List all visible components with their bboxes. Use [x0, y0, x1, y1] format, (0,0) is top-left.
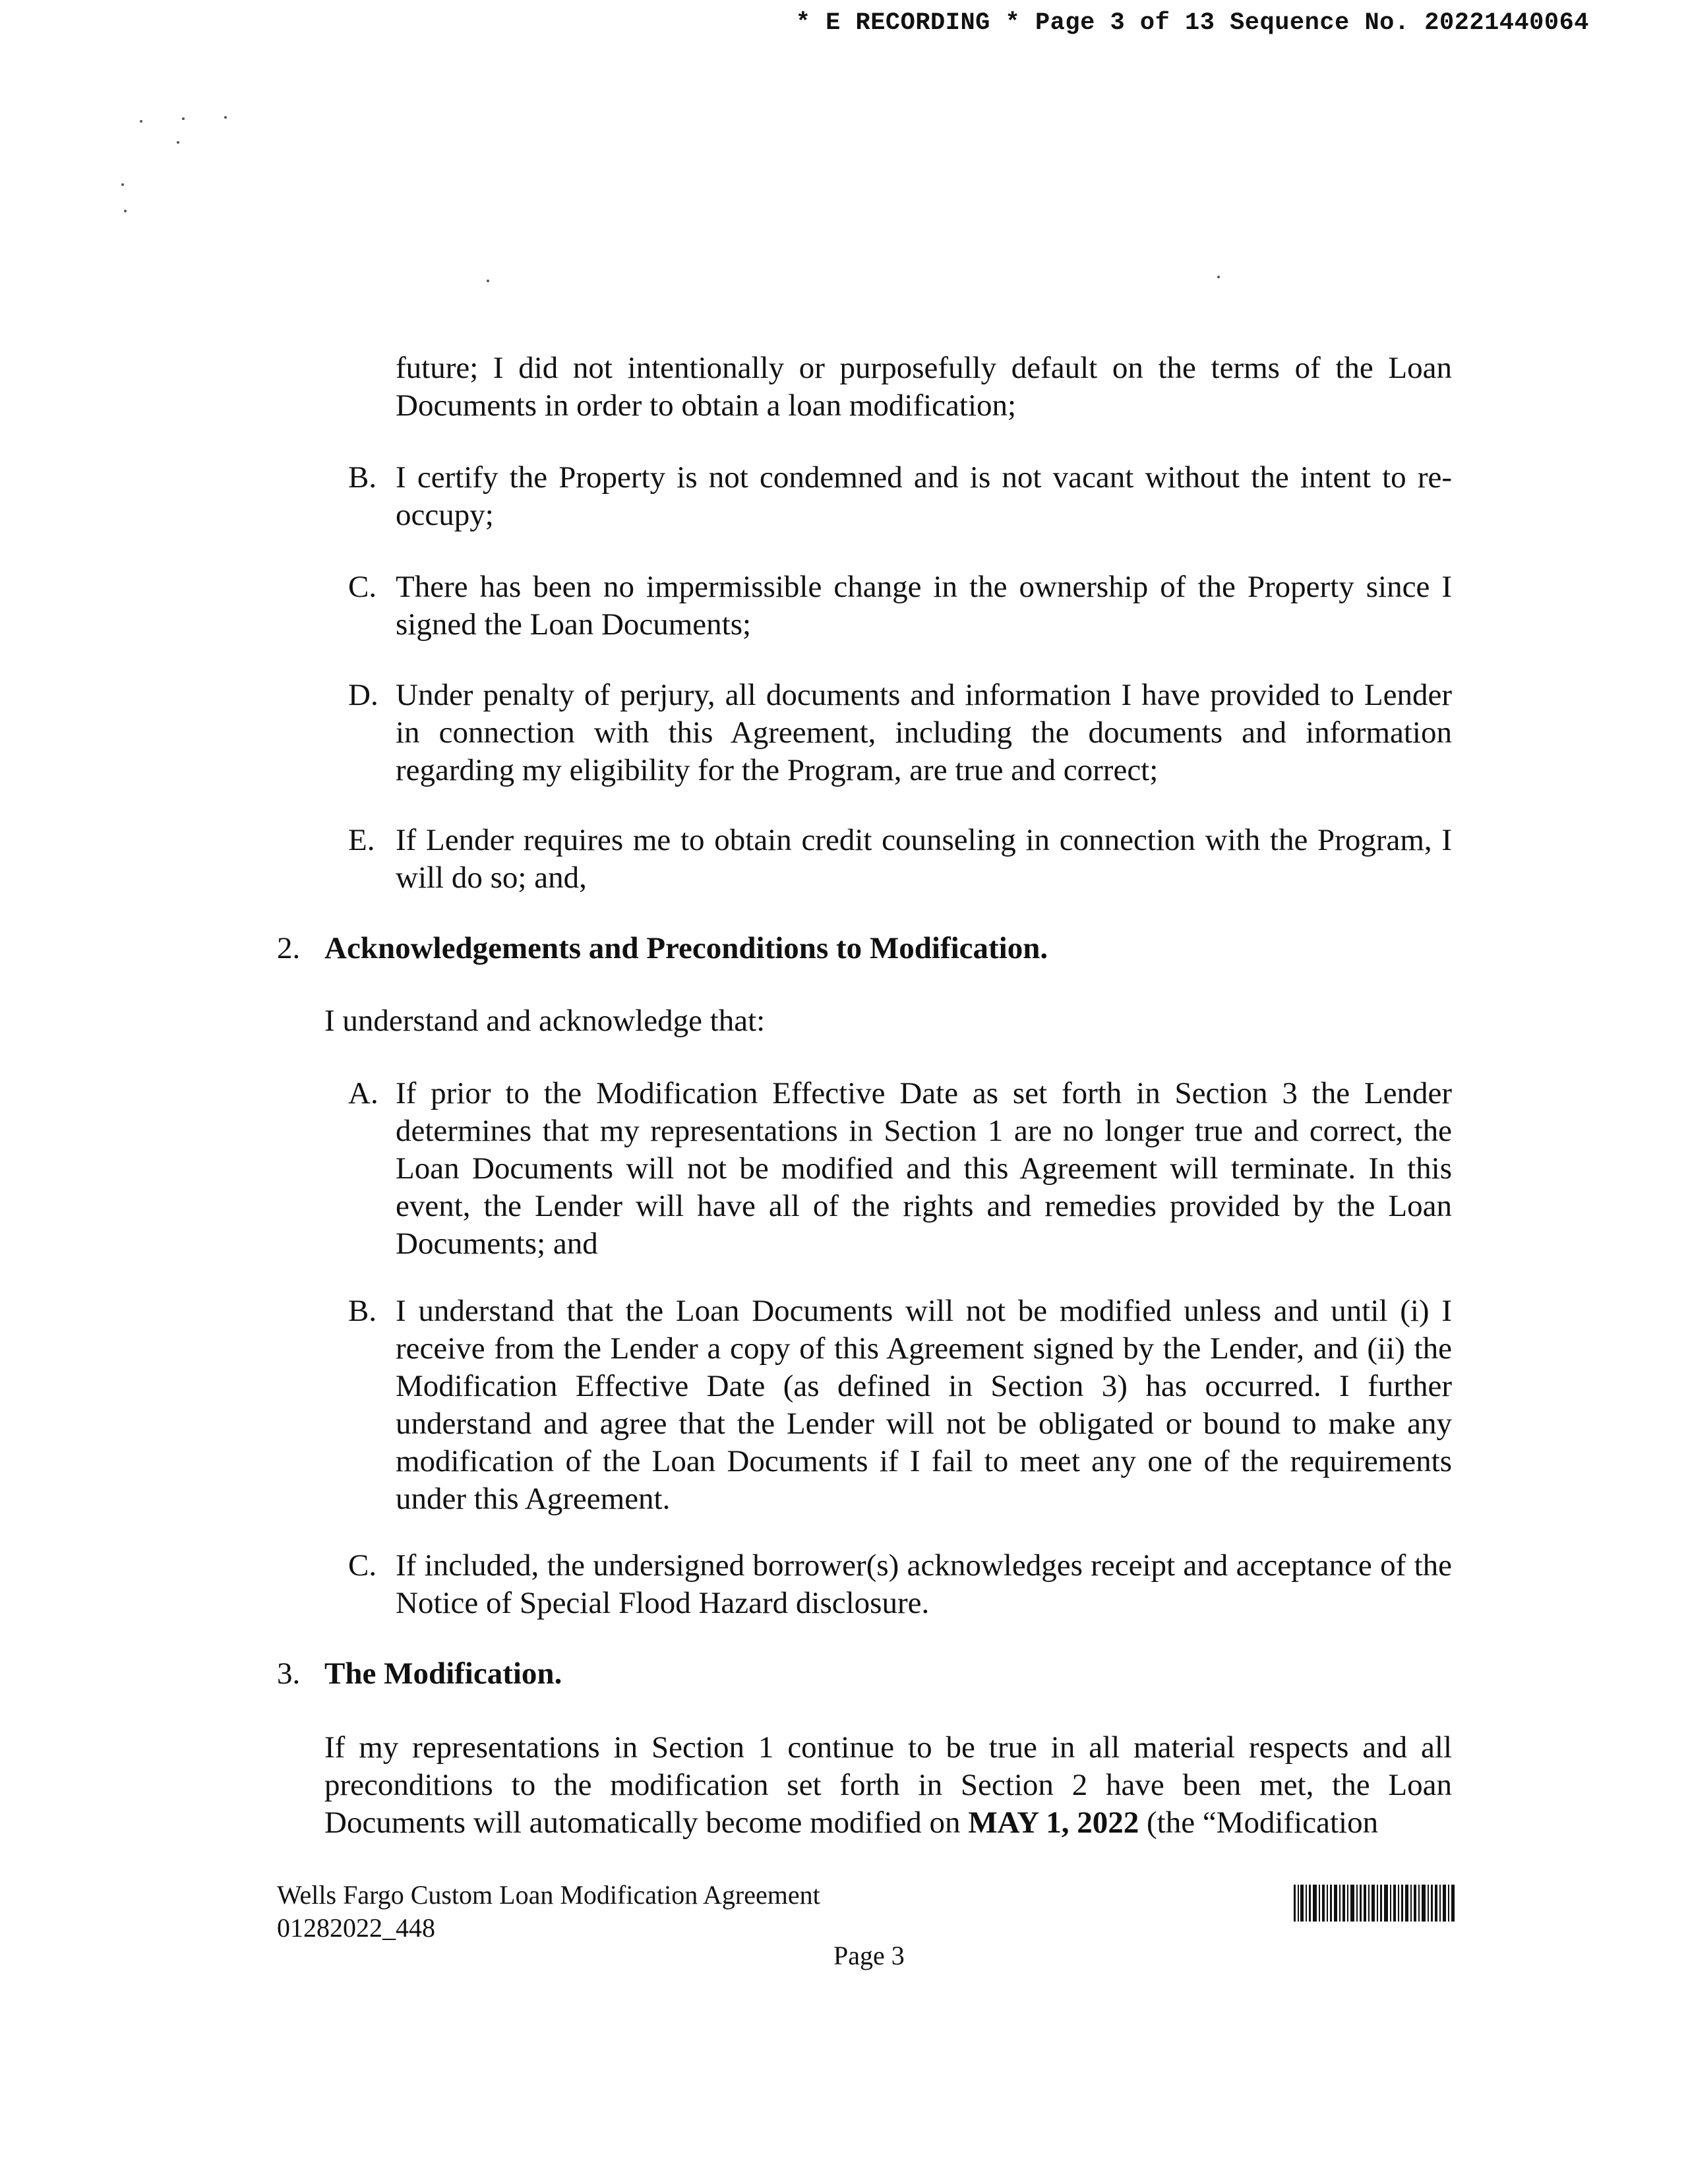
item-text: I certify the Property is not condemned and is not vacant without the intent to re-occupy;: [396, 460, 1452, 532]
scan-speck: [177, 141, 179, 144]
item-text: Under penalty of perjury, all documents and information I have provided to Lender in connection with this Agreement, including the documents and information regarding my eligibility for the Program, are true and correct;: [396, 678, 1452, 787]
section3-text-before: If my representations in Section 1 continue to be true in all material respects and all preconditions to the modification set forth in Section 2 have been met, the Loan Documents will automatically become modified on: [324, 1730, 1452, 1840]
section-title: Acknowledgements and Preconditions to Modification.: [324, 931, 1048, 965]
section-number: 3.: [277, 1656, 301, 1691]
scan-speck: [1217, 276, 1220, 278]
barcode-graphic: [1294, 1885, 1455, 1922]
scan-speck: [487, 280, 489, 282]
scan-speck: [224, 116, 227, 119]
footer-document-code: 01282022_448: [277, 1913, 435, 1943]
item-text: If included, the undersigned borrower(s) acknowledges receipt and acceptance of the Notice of Special Flood Hazard disclosure.: [396, 1548, 1452, 1620]
section-title: The Modification.: [324, 1656, 562, 1691]
scan-speck: [124, 210, 127, 212]
recording-header: * E RECORDING * Page 3 of 13 Sequence No. 20221440064: [795, 9, 1589, 37]
section2-intro: I understand and acknowledge that:: [324, 1004, 766, 1038]
modification-date: MAY 1, 2022: [968, 1805, 1139, 1840]
item-letter: B.: [348, 1294, 377, 1328]
footer-page-label: Page 3: [833, 1941, 905, 1970]
item-letter: C.: [348, 570, 377, 604]
item-letter: A.: [348, 1076, 378, 1110]
section3-text-after: (the “Modification: [1139, 1805, 1379, 1840]
item-letter: D.: [348, 678, 378, 712]
scan-speck: [121, 183, 124, 186]
item-text: I understand that the Loan Documents will not be modified unless and until (i) I receive from the Lender a copy of this Agreement signed by the Lender, and (ii) the Modification Effective Date (as defined in Section 3) has occurred. I further understand and agree that the Lender will not be obligated or bound to make any modification of the Loan Documents if I fail to meet any one of the requirements under this Agreement.: [396, 1294, 1452, 1516]
scan-speck: [182, 117, 185, 120]
item-letter: B.: [348, 460, 377, 495]
item-text: There has been no impermissible change in the ownership of the Property since I signed the Loan Documents;: [396, 570, 1452, 642]
item-text: If Lender requires me to obtain credit counseling in connection with the Program, I will do so; and,: [396, 823, 1452, 895]
item-letter: C.: [348, 1548, 377, 1583]
footer-agreement-name: Wells Fargo Custom Loan Modification Agreement: [277, 1880, 820, 1910]
item-letter: E.: [348, 823, 375, 857]
item-text: If prior to the Modification Effective Date as set forth in Section 3 the Lender determines that my representations in Section 1 are no longer true and correct, the Loan Documents will not be modified and this Agreement will terminate. In this event, the Lender will have all of the rights and remedies provided by the Loan Documents; and: [396, 1076, 1452, 1261]
scan-speck: [140, 120, 142, 123]
section3-text: [324, 1729, 1452, 1842]
opening-continuation: future; I did not intentionally or purposefully default on the terms of the Loan Documents in order to obtain a loan modification;: [396, 351, 1452, 423]
section-number: 2.: [277, 931, 301, 965]
